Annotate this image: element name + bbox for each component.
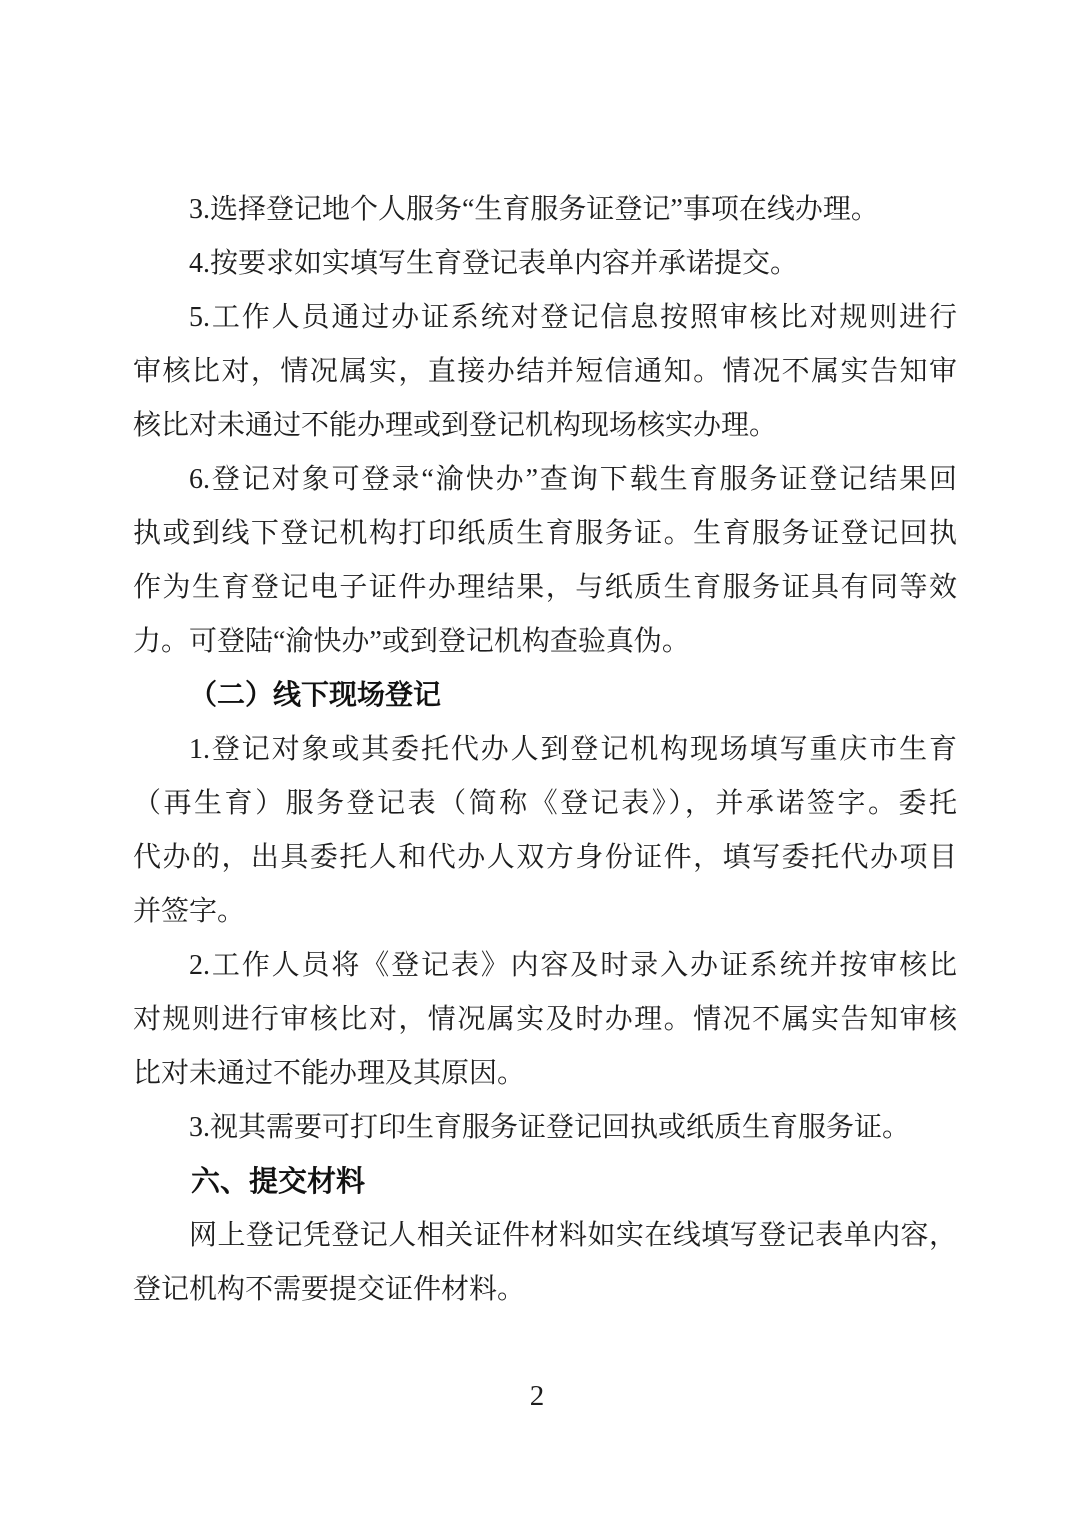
text-line: 对规则进行审核比对，情况属实及时办理。情况不属实告知审核 <box>133 1004 957 1035</box>
document-body <box>133 183 957 1317</box>
text-line: 5.工作人员通过办证系统对登记信息按照审核比对规则进行 <box>189 302 957 333</box>
text-line: 登记机构不需要提交证件材料。 <box>133 1274 526 1305</box>
text-line: 1.登记对象或其委托代办人到登记机构现场填写重庆市生育 <box>189 734 957 765</box>
text-line: 2.工作人员将《登记表》内容及时录入办证系统并按审核比 <box>189 950 957 981</box>
text-line: 4.按要求如实填写生育登记表单内容并承诺提交。 <box>189 248 799 279</box>
text-line: （再生育）服务登记表（简称《登记表》），并承诺签字。委托 <box>133 788 957 819</box>
text-line: 审核比对，情况属实，直接办结并短信通知。情况不属实告知审 <box>133 356 957 387</box>
page-number: 2 <box>529 1380 545 1412</box>
text-line: 比对未通过不能办理及其原因。 <box>133 1058 526 1089</box>
text-line: 代办的，出具委托人和代办人双方身份证件，填写委托代办项目 <box>133 842 957 873</box>
text-line: 网上登记凭登记人相关证件材料如实在线填写登记表单内容， <box>189 1220 957 1251</box>
text-line: 力。可登陆“渝快办”或到登记机构查验真伪。 <box>133 626 690 657</box>
text-line: 核比对未通过不能办理或到登记机构现场核实办理。 <box>133 410 778 441</box>
text-line: 3.视其需要可打印生育服务证登记回执或纸质生育服务证。 <box>189 1112 911 1143</box>
text-line: 作为生育登记电子证件办理结果，与纸质生育服务证具有同等效 <box>133 572 957 603</box>
text-line: 并签字。 <box>133 896 246 927</box>
text-line: 6.登记对象可登录“渝快办”查询下载生育服务证登记结果回 <box>189 464 957 495</box>
text-line: 3.选择登记地个人服务“生育服务证登记”事项在线办理。 <box>189 194 879 225</box>
text-line: 六、提交材料 <box>191 1166 366 1198</box>
text-line: （二）线下现场登记 <box>189 680 442 711</box>
text-line: 执或到线下登记机构打印纸质生育服务证。生育服务证登记回执 <box>133 518 957 549</box>
